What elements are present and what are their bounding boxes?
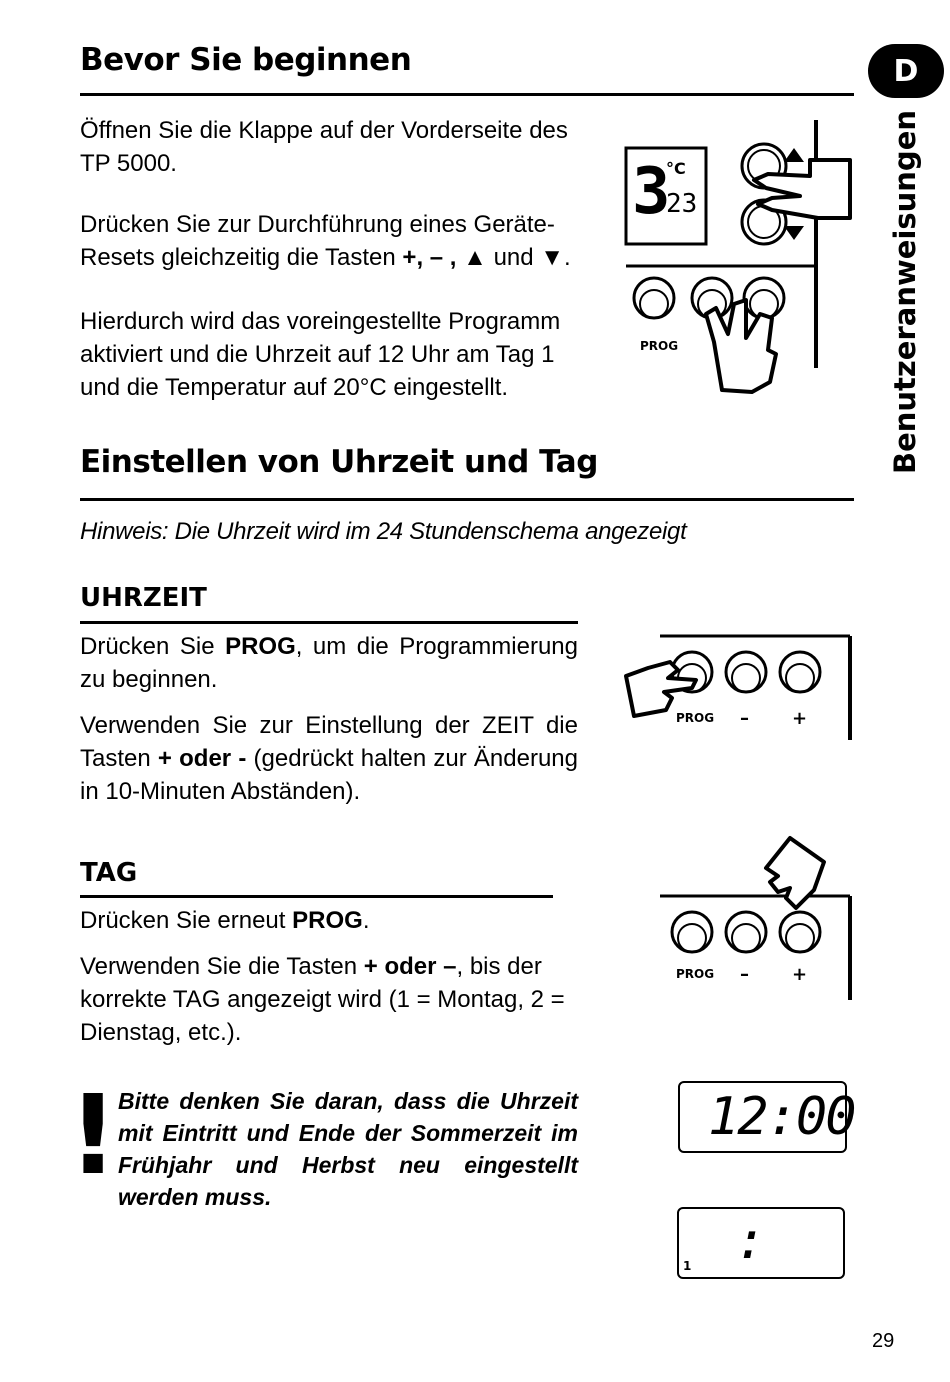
- down-arrow-icon: [784, 226, 804, 240]
- paragraph-press-prog-again: [80, 904, 580, 937]
- press-prog-rest: , um die Programmierung zu beginnen.: [80, 633, 578, 693]
- section-rule: [80, 93, 854, 96]
- press-again-text: Drücken Sie erneut: [80, 907, 286, 934]
- paragraph-open-flap: Öffnen Sie die Klappe auf der Vorderseite des TP 5000.: [80, 117, 568, 177]
- minus-button-icon: [726, 652, 766, 692]
- prog-label: PROG: [676, 967, 715, 981]
- reset-down-key: ▼: [540, 244, 565, 271]
- press-again-rest: .: [362, 907, 370, 934]
- display-unit: °C: [666, 159, 686, 178]
- prog-label: PROG: [676, 711, 715, 725]
- section-title-set-time-day: Einstellen von Uhrzeit und Tag: [80, 444, 598, 480]
- prog-button-icon: [672, 912, 712, 952]
- warning-exclamation-icon: !: [68, 1071, 119, 1199]
- reset-illustration: [622, 118, 862, 400]
- prog-keyword: PROG: [225, 633, 296, 660]
- prog-keyword: PROG: [292, 907, 363, 934]
- language-badge: [868, 44, 944, 98]
- minus-label: –: [740, 964, 749, 985]
- display-big-digit: 3: [632, 155, 671, 229]
- paragraph-set-time: [80, 709, 578, 808]
- plus-press-illustration: [620, 832, 860, 1004]
- minus-button-icon: [726, 912, 766, 952]
- paragraph-set-day: [80, 950, 580, 1049]
- paragraph-defaults: Hierdurch wird das voreingestellte Programm aktiviert und die Uhrzeit auf 12 Uhr am Tag 1 und die Temperatur auf 20°C eingestellt.: [80, 308, 561, 401]
- subheading-rule: [80, 621, 578, 624]
- lcd-time-display: [678, 1081, 855, 1153]
- prog-button-icon: [634, 278, 674, 318]
- side-section-label: Benutzeranweisungen: [888, 109, 922, 475]
- section-rule: [80, 498, 854, 501]
- minus-label: –: [740, 708, 749, 729]
- plus-minus-keys: + oder -: [157, 745, 247, 772]
- section-title-before-start: Bevor Sie beginnen: [80, 42, 412, 78]
- plus-label: +: [792, 708, 808, 729]
- lcd-time-value: 12:00: [708, 1087, 855, 1147]
- page-number: 29: [872, 1330, 895, 1352]
- subheading-rule: [80, 895, 553, 898]
- subheading-time: UHRZEIT: [80, 583, 207, 613]
- press-prog-text: Drücken Sie: [80, 633, 215, 660]
- time-format-note: Hinweis: Die Uhrzeit wird im 24 Stundenschema angezeigt: [80, 518, 687, 545]
- lcd-day-indicator: 1: [683, 1259, 692, 1273]
- lcd-day-display: [677, 1207, 845, 1279]
- paragraph-reset: Drücken Sie zur Durchführung eines Geräte-Resets gleichzeitig die Tasten +, – , ▲ und ▼.: [80, 211, 571, 271]
- set-time-text: Verwenden Sie zur Einstellung der ZEIT die Tasten: [80, 712, 578, 772]
- set-day-text: Verwenden Sie die Tasten: [80, 953, 358, 980]
- two-finger-hand-icon: [706, 300, 776, 392]
- reset-and: und: [493, 244, 534, 271]
- daylight-saving-warning: Bitte denken Sie daran, dass die Uhrzeit mit Eintritt und Ende der Sommerzeit im Frühjahr und Herbst neu eingestellt werden muss.: [118, 1088, 578, 1210]
- lcd-colon: :: [735, 1211, 765, 1271]
- plus-button-icon: [744, 278, 784, 318]
- up-arrow-icon: [784, 148, 804, 162]
- plus-label: +: [792, 964, 808, 985]
- reset-keys: +, – , ▲: [402, 244, 487, 271]
- hand-pointing-right-icon: [626, 662, 696, 716]
- plus-button-icon: [780, 912, 820, 952]
- hand-pointing-icon: [754, 160, 850, 218]
- subheading-day: TAG: [80, 858, 138, 888]
- set-day-rest: , bis der korrekte TAG angezeigt wird (1 = Montag, 2 = Dienstag, etc.).: [80, 953, 565, 1046]
- plus-minus-keys: + oder –: [363, 953, 457, 980]
- display-small-digits: 23: [666, 189, 698, 219]
- set-time-rest: (gedrückt halten zur Änderung in 10-Minuten Abständen).: [80, 745, 578, 805]
- reset-text: Drücken Sie zur Durchführung eines Geräte-Resets gleichzeitig die Tasten: [80, 211, 555, 271]
- plus-button-icon: [780, 652, 820, 692]
- prog-press-illustration: [620, 632, 860, 744]
- language-badge-label: D: [893, 53, 919, 89]
- prog-label: PROG: [640, 339, 679, 353]
- paragraph-press-prog: [80, 630, 578, 696]
